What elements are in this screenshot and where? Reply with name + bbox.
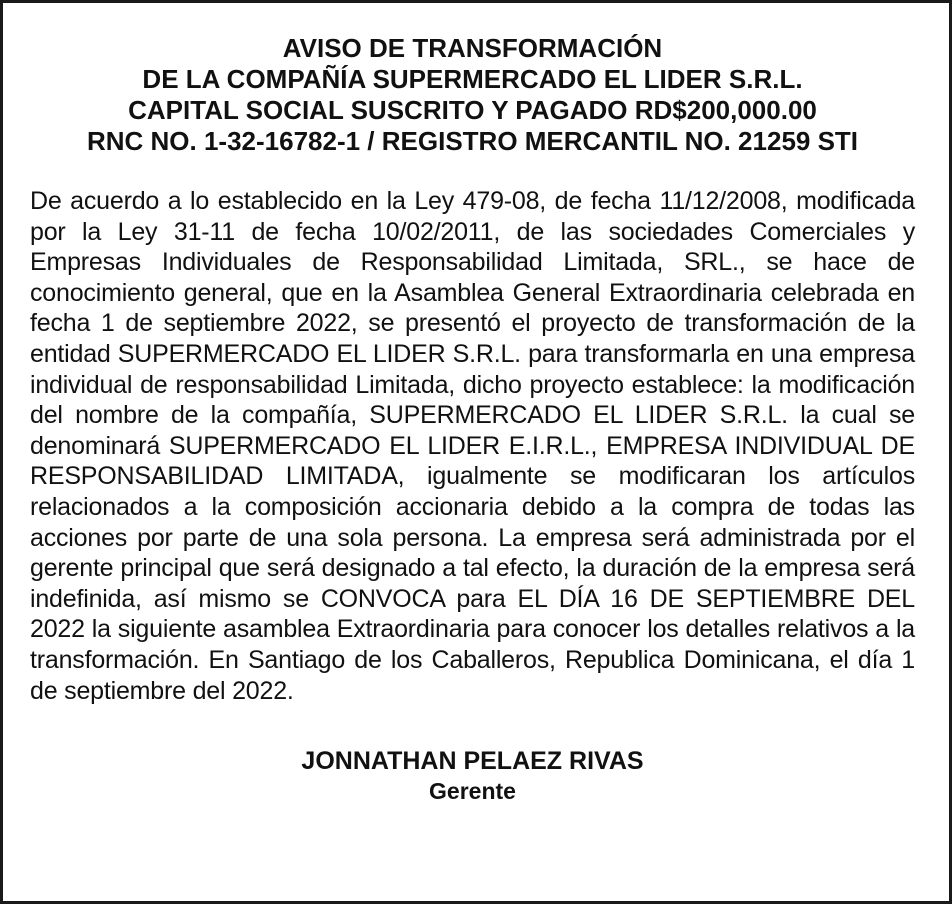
signatory-role: Gerente bbox=[429, 778, 516, 805]
registry-line: RNC NO. 1-32-16782-1 / REGISTRO MERCANTIL NO. 21259 STI bbox=[86, 126, 859, 156]
notice-title: AVISO DE TRANSFORMACIÓN bbox=[282, 33, 663, 63]
notice-header bbox=[30, 33, 915, 157]
signatory-name: JONNATHAN PELAEZ RIVAS bbox=[301, 747, 644, 776]
signature-block bbox=[30, 746, 915, 806]
company-name-line: DE LA COMPAÑÍA SUPERMERCADO EL LIDER S.R.L. bbox=[142, 64, 803, 94]
notice-body: De acuerdo a lo establecido en la Ley 479-08, de fecha 11/12/2008, modificada por la Ley 31-11 de fecha 10/02/2011, de las sociedades Comerciales y Empresas Individuales de Responsabilidad Limitada, SRL., se hace de conocimiento general, que en la Asamblea General Extraordinaria celebrada en fecha 1 de septiembre 2022, se presentó el proyecto de transformación de la entidad SUPERMERCADO EL LIDER S.R.L. para transformarla en una empresa individual de responsabilidad Limitada, dicho proyecto establece: la modificación del nombre de la compañía, SUPERMERCADO EL LIDER S.R.L. la cual se denominará SUPERMERCADO EL LIDER E.I.R.L., EMPRESA INDIVIDUAL DE RESPONSABILIDAD LIMITADA, igualmente se modificaran los artículos relacionados a la composición accionaria debido a la compra de todas las acciones por parte de una sola persona. La empresa será administrada por el gerente principal que será designado a tal efecto, la duración de la empresa será indefinida, así mismo se CONVOCA para EL DÍA 16 DE SEPTIEMBRE DEL 2022 la siguiente asamblea Extraordinaria para conocer los detalles relativos a la transformación. En Santiago de los Caballeros, Republica Dominicana, el día 1 de septiembre del 2022. bbox=[30, 187, 915, 705]
capital-line: CAPITAL SOCIAL SUSCRITO Y PAGADO RD$200,000.00 bbox=[128, 95, 817, 125]
